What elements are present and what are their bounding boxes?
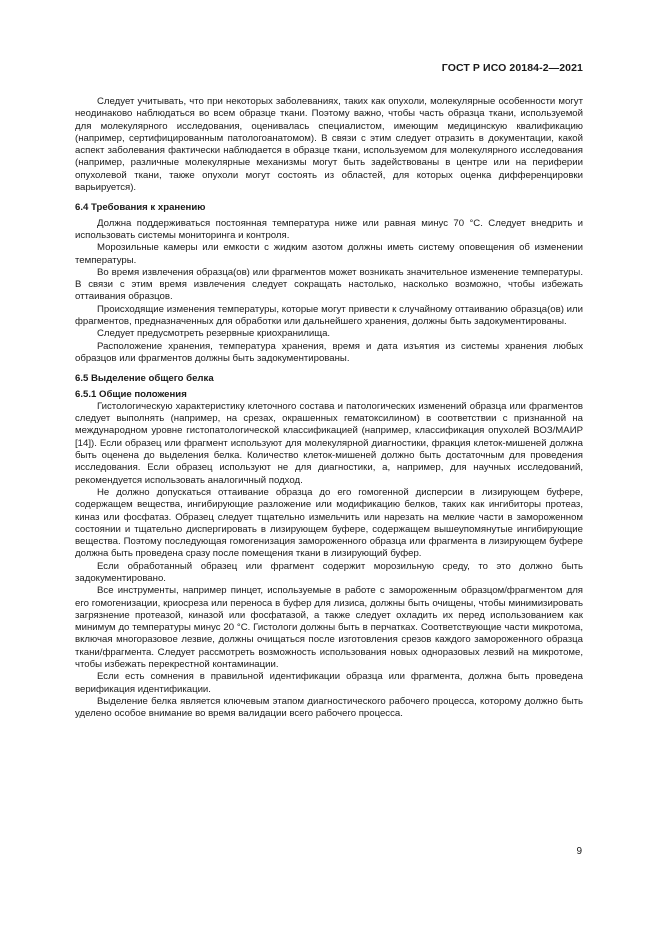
section-heading-6-4: 6.4 Требования к хранению (75, 202, 206, 214)
document-header (442, 62, 583, 74)
page-number: 9 (576, 846, 582, 857)
subsection-heading-6-5-1: 6.5.1 Общие положения (75, 388, 187, 400)
paragraph-general-3: Если обработанный образец или фрагмент содержит морозильную среду, то это должно быть задокументировано. (75, 560, 583, 584)
paragraph-storage-2: Морозильные камеры или емкости с жидким азотом должны иметь систему оповещения об изменении температуры. (75, 242, 583, 266)
paragraph-storage-4: Происходящие изменения температуры, которые могут привести к случайному оттаиванию образца(ов) или фрагментов, предназначенных для обработки или дальнейшего хранения, должны быть задокументированы. (75, 303, 583, 328)
paragraph-general-5: Если есть сомнения в правильной идентификации образца или фрагмента, должна быть проведена верификация идентификации. (75, 671, 583, 695)
paragraph-storage-6: Расположение хранения, температура хранения, время и дата изъятия из системы хранения любых образцов или фрагментов должны быть задокументированы. (75, 340, 583, 364)
paragraph-intro: Следует учитывать, что при некоторых заболеваниях, таких как опухоли, молекулярные особенности могут неодинаково наблюдаться во всем образце ткани. Поэтому важно, чтобы часть образца ткани, используемой для молекулярного исследования, оценивалась специалистом, имеющим медицинскую квалификацию (например, сертифицированным патологоанатомом). В связи с этим следует отразить в документации, какой аспект заболевания фактически наблюдается в образце ткани, используемом для молекулярного исследования (например, различные молекулярные механизмы могут быть задействованы в центре или на периферии опухолевой ткани, также опухоли могут состоять из областей, для которых оценка дифференцировки варьируется). (75, 96, 583, 194)
paragraph-general-1: Гистологическую характеристику клеточного состава и патологических изменений образца или фрагментов следует выполнять (например, на срезах, окрашенных гематоксилином) в соответствии с признанной на международном уровне гистопатологической классификацией (например, классификация опухолей ВОЗ/МАИР [14]). Если образец или фрагмент используют для молекулярной диагностики, фракция клеток-мишеней должна быть оценена до выделения белка. Количество клеток-мишеней должно быть достаточным для проведения исследования. Если образец используют не для диагностики, а, например, для научных исследований, рекомендуется использовать аналогичный подход. (75, 400, 583, 486)
paragraph-general-6: Выделение белка является ключевым этапом диагностического рабочего процесса, которому должно быть уделено особое внимание во время валидации всего рабочего процесса. (75, 695, 583, 720)
document-body (75, 96, 583, 721)
paragraph-storage-1: Должна поддерживаться постоянная температура ниже или равная минус 70 °С. Следует внедрить и использовать системы мониторинга и контроля. (75, 217, 583, 241)
standard-number: ГОСТ Р ИСО 20184-2—2021 (441, 62, 583, 74)
paragraph-general-2: Не должно допускаться оттаивание образца до его гомогенной дисперсии в лизирующем буфере, содержащем вещества, ингибирующие разложение или модификацию белков, таких как ингибиторы протеаз, киназ или фосфатаз. Образец следует тщательно измельчить или нарезать на мелкие части в замороженном состоянии и тщательно диспергировать в лизирующем буфере, содержащем вышеупомянутые ингибирующие вещества. Поэтому последующая гомогенизация замороженного образца или фрагмента в лизирующем буфере должна быть проведена сразу после помещения ткани в лизирующий буфер. (75, 486, 583, 560)
paragraph-storage-3: Во время извлечения образца(ов) или фрагментов может возникать значительное изменение температуры. В связи с этим время извлечения следует сокращать настолько, насколько возможно, чтобы избежать оттаивания образцов. (75, 266, 583, 303)
paragraph-storage-5: Следует предусмотреть резервные криохранилища. (97, 328, 331, 340)
paragraph-general-4: Все инструменты, например пинцет, используемые в работе с замороженным образцом/фрагментом для его гомогенизации, криосреза или переноса в буфер для лизиса, должны быть очищены, чтобы минимизировать загрязнение протеазой, киназой или фосфатазой, а также следует охладить их перед использованием как минимум до температуры минус 20 °С. Гистологи должны быть в перчатках. Соответствующие части микротома, включая многоразовое лезвие, должны очищаться после изготовления срезов каждого замороженного образца ткани/фрагмента. Следует рассмотреть возможность использования новых одноразовых лезвий на микротоме, чтобы избежать перекрестной контаминации. (75, 585, 583, 671)
section-heading-6-5: 6.5 Выделение общего белка (75, 373, 214, 385)
